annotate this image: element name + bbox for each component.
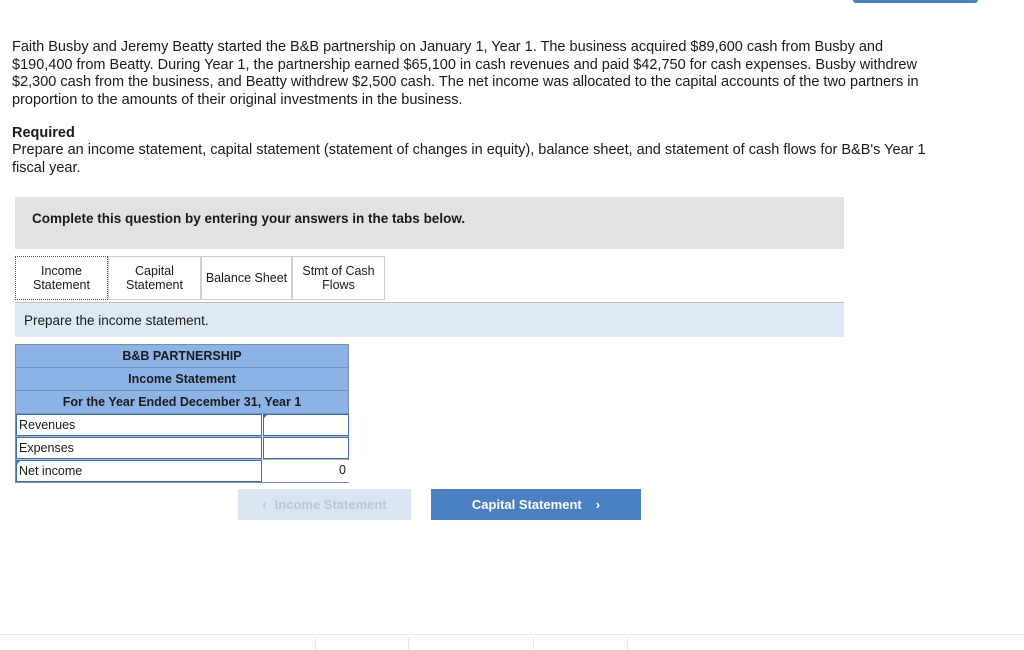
- top-action-button[interactable]: [853, 0, 978, 3]
- net-income-label-input[interactable]: Net income: [16, 460, 262, 482]
- net-income-amount: 0: [263, 460, 349, 482]
- footer-divider: [0, 634, 1024, 635]
- tab-instruction-bar: [15, 303, 844, 337]
- chevron-right-icon: ›: [595, 497, 601, 512]
- footer-divider: [315, 638, 316, 650]
- expenses-amount-input[interactable]: [263, 437, 349, 459]
- chevron-left-icon: ‹: [262, 497, 267, 512]
- statement-title: Income Statement: [16, 368, 348, 391]
- tab-instruction-text: Prepare the income statement.: [24, 313, 209, 328]
- footer-divider: [533, 638, 534, 650]
- statement-company: B&B PARTNERSHIP: [16, 345, 348, 368]
- next-tab-button[interactable]: Capital Statement ›: [431, 489, 641, 520]
- revenues-amount-input[interactable]: [263, 414, 349, 436]
- income-statement-table: [15, 344, 349, 483]
- table-row: [16, 460, 348, 482]
- input-marker-icon: [263, 414, 268, 419]
- problem-statement: Faith Busby and Jeremy Beatty started the B&B partnership on January 1, Year 1. The business acquired $89,600 cash from Busby and $190,400 from Beatty. During Year 1, the partnership earned $65,100 in cash revenues and paid $42,750 for cash expenses. Busby withdrew $2,300 cash from the business, and Beatty withdrew $2,500 cash. The net income was allocated to the capital accounts of the two partners in proportion to the amounts of their original investments in the business.: [12, 39, 919, 108]
- table-row: [16, 414, 348, 437]
- instructions-banner: [15, 197, 844, 249]
- banner-text: Complete this question by entering your answers in the tabs below.: [32, 211, 466, 226]
- input-marker-icon: [16, 460, 21, 465]
- table-row: [16, 437, 348, 460]
- footer-divider: [408, 638, 409, 650]
- prev-tab-button[interactable]: ‹ Income Statement: [238, 489, 411, 520]
- tab-stmt-of-cash-flows[interactable]: Stmt of Cash Flows: [292, 256, 385, 300]
- required-heading: Required: [12, 125, 75, 141]
- expenses-label-input[interactable]: Expenses: [16, 437, 262, 459]
- statement-period: For the Year Ended December 31, Year 1: [16, 391, 348, 414]
- required-text: Prepare an income statement, capital statement (statement of changes in equity), balance sheet, and statement of cash flows for B&B's Year 1 fiscal year.: [12, 142, 926, 176]
- tab-balance-sheet[interactable]: Balance Sheet: [201, 256, 292, 300]
- tab-capital-statement[interactable]: Capital Statement: [108, 256, 201, 300]
- revenues-label-input[interactable]: Revenues: [16, 414, 262, 436]
- tab-income-statement[interactable]: Income Statement: [15, 256, 108, 300]
- footer-divider: [627, 638, 628, 650]
